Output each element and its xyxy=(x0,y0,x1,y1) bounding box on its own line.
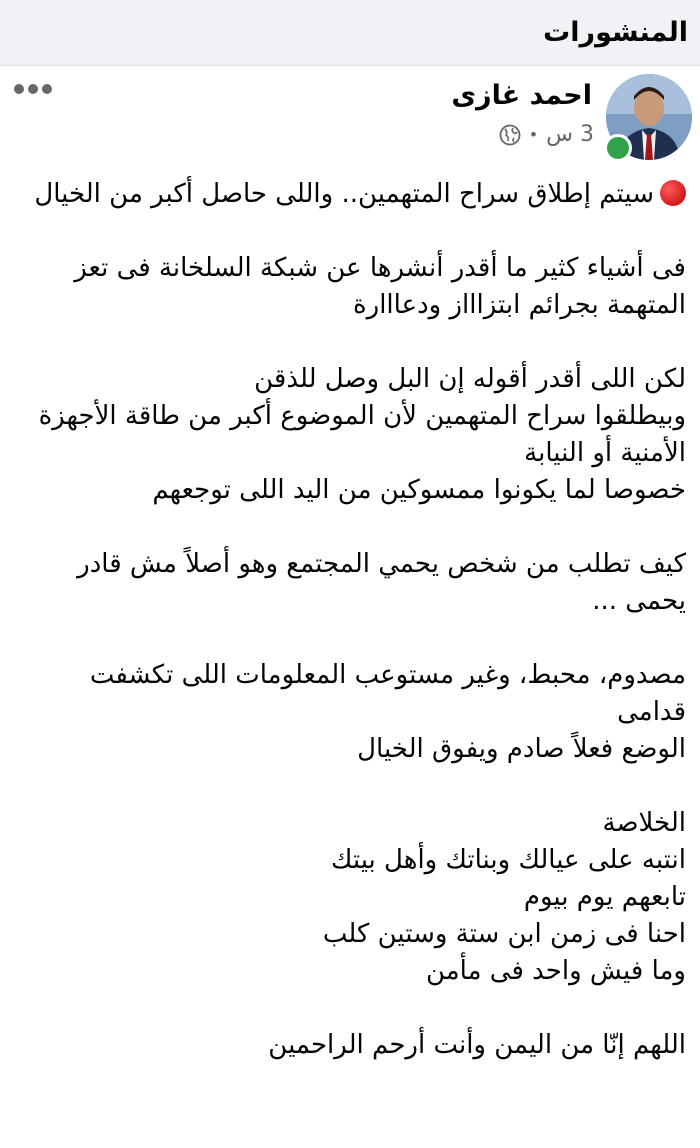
globe-icon[interactable] xyxy=(499,124,521,146)
avatar-wrap[interactable] xyxy=(606,74,692,160)
post-card xyxy=(0,66,700,1064)
more-options-button[interactable] xyxy=(14,84,52,94)
more-dot-icon xyxy=(28,84,38,94)
section-header xyxy=(0,0,700,66)
post-header xyxy=(0,66,700,176)
post-paragraph: سيتم إطلاق سراح المتهمين.. واللى حاصل أكبر من الخيال xyxy=(18,176,686,213)
post-paragraph: فى أشياء كثير ما أقدر أنشرها عن شبكة السلخانة فى تعز المتهمة بجرائم ابتزاااز ودعااارة xyxy=(74,253,686,320)
post-paragraph: لكن اللى أقدر أقوله إن البل وصل للذقن وبيطلقوا سراح المتهمين لأن الموضوع أكبر من طاقة الأجهزة الأمنية أو النيابة خصوصا لما يكونوا ممسوكين من اليد اللى توجعهم xyxy=(38,364,686,505)
more-dot-icon xyxy=(14,84,24,94)
post-text xyxy=(0,176,700,1064)
post-paragraph: اللهم إنّا من اليمن وأنت أرحم الراحمين xyxy=(268,1030,686,1060)
more-dot-icon xyxy=(42,84,52,94)
post-paragraph: كيف تطلب من شخص يحمي المجتمع وهو أصلاً مش قادر يحمى ... xyxy=(77,549,686,616)
post-paragraph: الخلاصة انتبه على عيالك وبناتك وأهل بيتك تابعهم يوم بيوم احنا فى زمن ابن ستة وستين كلب وما فيش واحد فى مأمن xyxy=(322,808,686,986)
online-status-dot xyxy=(604,134,632,162)
post-time[interactable]: 3 س xyxy=(546,122,594,147)
author-name[interactable]: احمد غازى xyxy=(451,80,592,111)
section-title: المنشورات xyxy=(543,17,688,48)
meta-separator: • xyxy=(528,125,539,144)
red-circle-icon xyxy=(660,180,686,206)
post-paragraph: مصدوم، محبط، وغير مستوعب المعلومات اللى تكشفت قدامى الوضع فعلاً صادم ويفوق الخيال xyxy=(89,660,686,764)
post-meta xyxy=(499,122,594,147)
